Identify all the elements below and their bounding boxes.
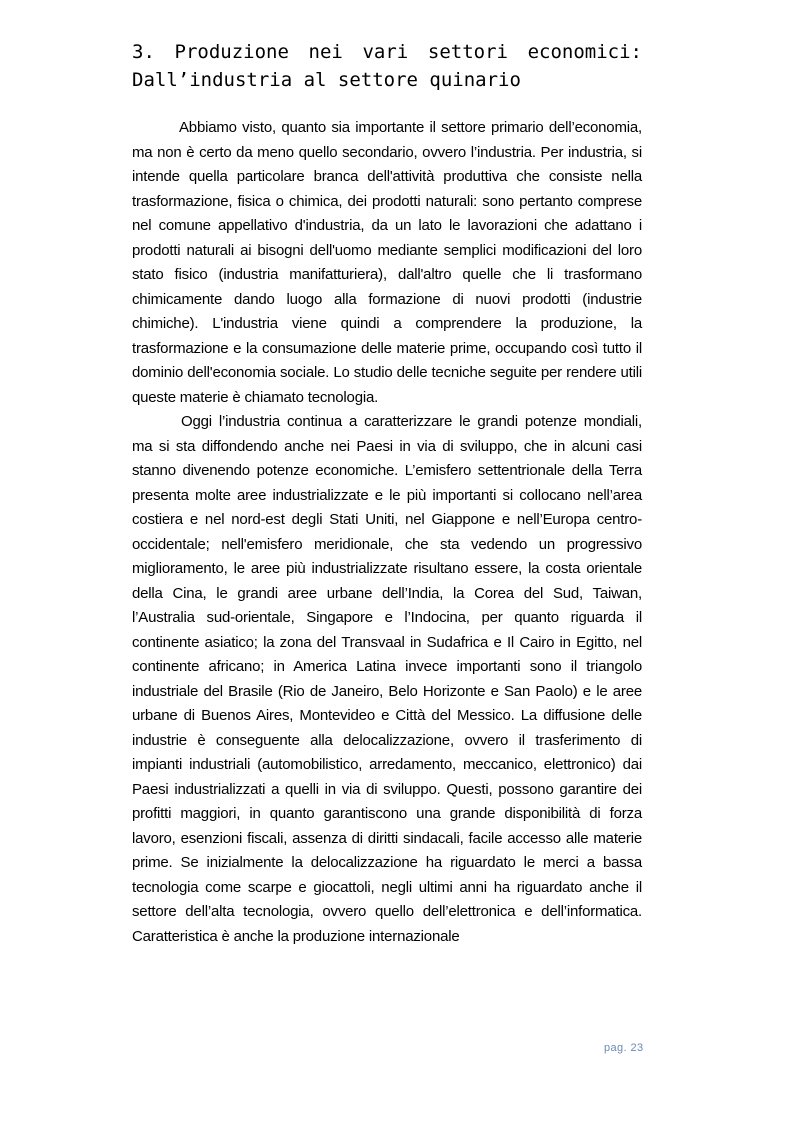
section-heading xyxy=(132,38,642,94)
body-paragraph-1: Abbiamo visto, quanto sia importante il settore primario dell’economia, ma non è certo da meno quello secondario, ovvero l’industria. Per industria, si intende quella particolare branca dell'attività produttiva che consiste nella trasformazione, fisica o chimica, dei prodotti naturali: sono pertanto comprese nel comune appellativo d'industria, da un lato le lavorazioni che adattano i prodotti naturali ai bisogni dell'uomo mediante semplici modificazioni del loro stato fisico (industria manifatturiera), dall'altro quelle che li trasformano chimicamente dando luogo alla formazione di nuovi prodotti (industrie chimiche). L'industria viene quindi a comprendere la produzione, la trasformazione e la consumazione delle materie prime, occupando così tutto il dominio dell'economia sociale. Lo studio delle tecniche seguite per rendere utili queste materie è chiamato tecnologia. xyxy=(132,119,642,406)
heading-word: vari xyxy=(362,41,409,63)
page-number: pag. 23 xyxy=(604,1042,644,1054)
page-content xyxy=(132,38,642,949)
heading-word: nei xyxy=(308,41,343,63)
body-paragraph-2: Oggi l’industria continua a caratterizzare le grandi potenze mondiali, ma si sta diffondendo anche nei Paesi in via di sviluppo, che in alcuni casi stanno divenendo potenze economiche. L’emisfero settentrionale della Terra presenta molte aree industrializzate e le più importanti si collocano nell’area costiera e nel nord-est degli Stati Uniti, nel Giappone e nell’Europa centro-occidentale; nell'emisfero meridionale, che sta vedendo un progressivo miglioramento, le aree più industrializzate risultano essere, la costa orientale della Cina, le grandi aree urbane dell’India, la Corea del Sud, Taiwan, l’Australia sud-orientale, Singapore e l’Indocina, per quanto riguarda il continente asiatico; la zona del Transvaal in Sudafrica e Il Cairo in Egitto, nel continente africano; in America Latina invece importanti sono il triangolo industriale del Brasile (Rio de Janeiro, Belo Horizonte e San Paolo) e le aree urbane di Buenos Aires, Montevideo e Città del Messico. La diffusione delle industrie è conseguente alla delocalizzazione, ovvero il trasferimento di impianti industriali (automobilistico, arredamento, meccanico, elettronico) dai Paesi industrializzati a quelli in via di sviluppo. Questi, possono garantire dei profitti maggiori, in quanto garantiscono una grande disponibilità di forza lavoro, esenzioni fiscali, assenza di diritti sindacali, facile accesso alle materie prime. Se inizialmente la delocalizzazione ha riguardato le merci a bassa tecnologia come scarpe e giocattoli, negli ultimi anni ha riguardato anche il settore dell’alta tecnologia, ovvero quello dell’elettronica e dell’informatica. Caratteristica è anche la produzione internazionale xyxy=(132,413,642,945)
heading-word: Produzione xyxy=(174,41,289,63)
heading-line-2: Dall’industria al settore quinario xyxy=(132,69,521,91)
heading-line-1 xyxy=(132,38,642,66)
heading-word: 3. xyxy=(132,41,155,63)
heading-word: settori xyxy=(427,41,508,63)
heading-word: economici: xyxy=(527,41,642,63)
